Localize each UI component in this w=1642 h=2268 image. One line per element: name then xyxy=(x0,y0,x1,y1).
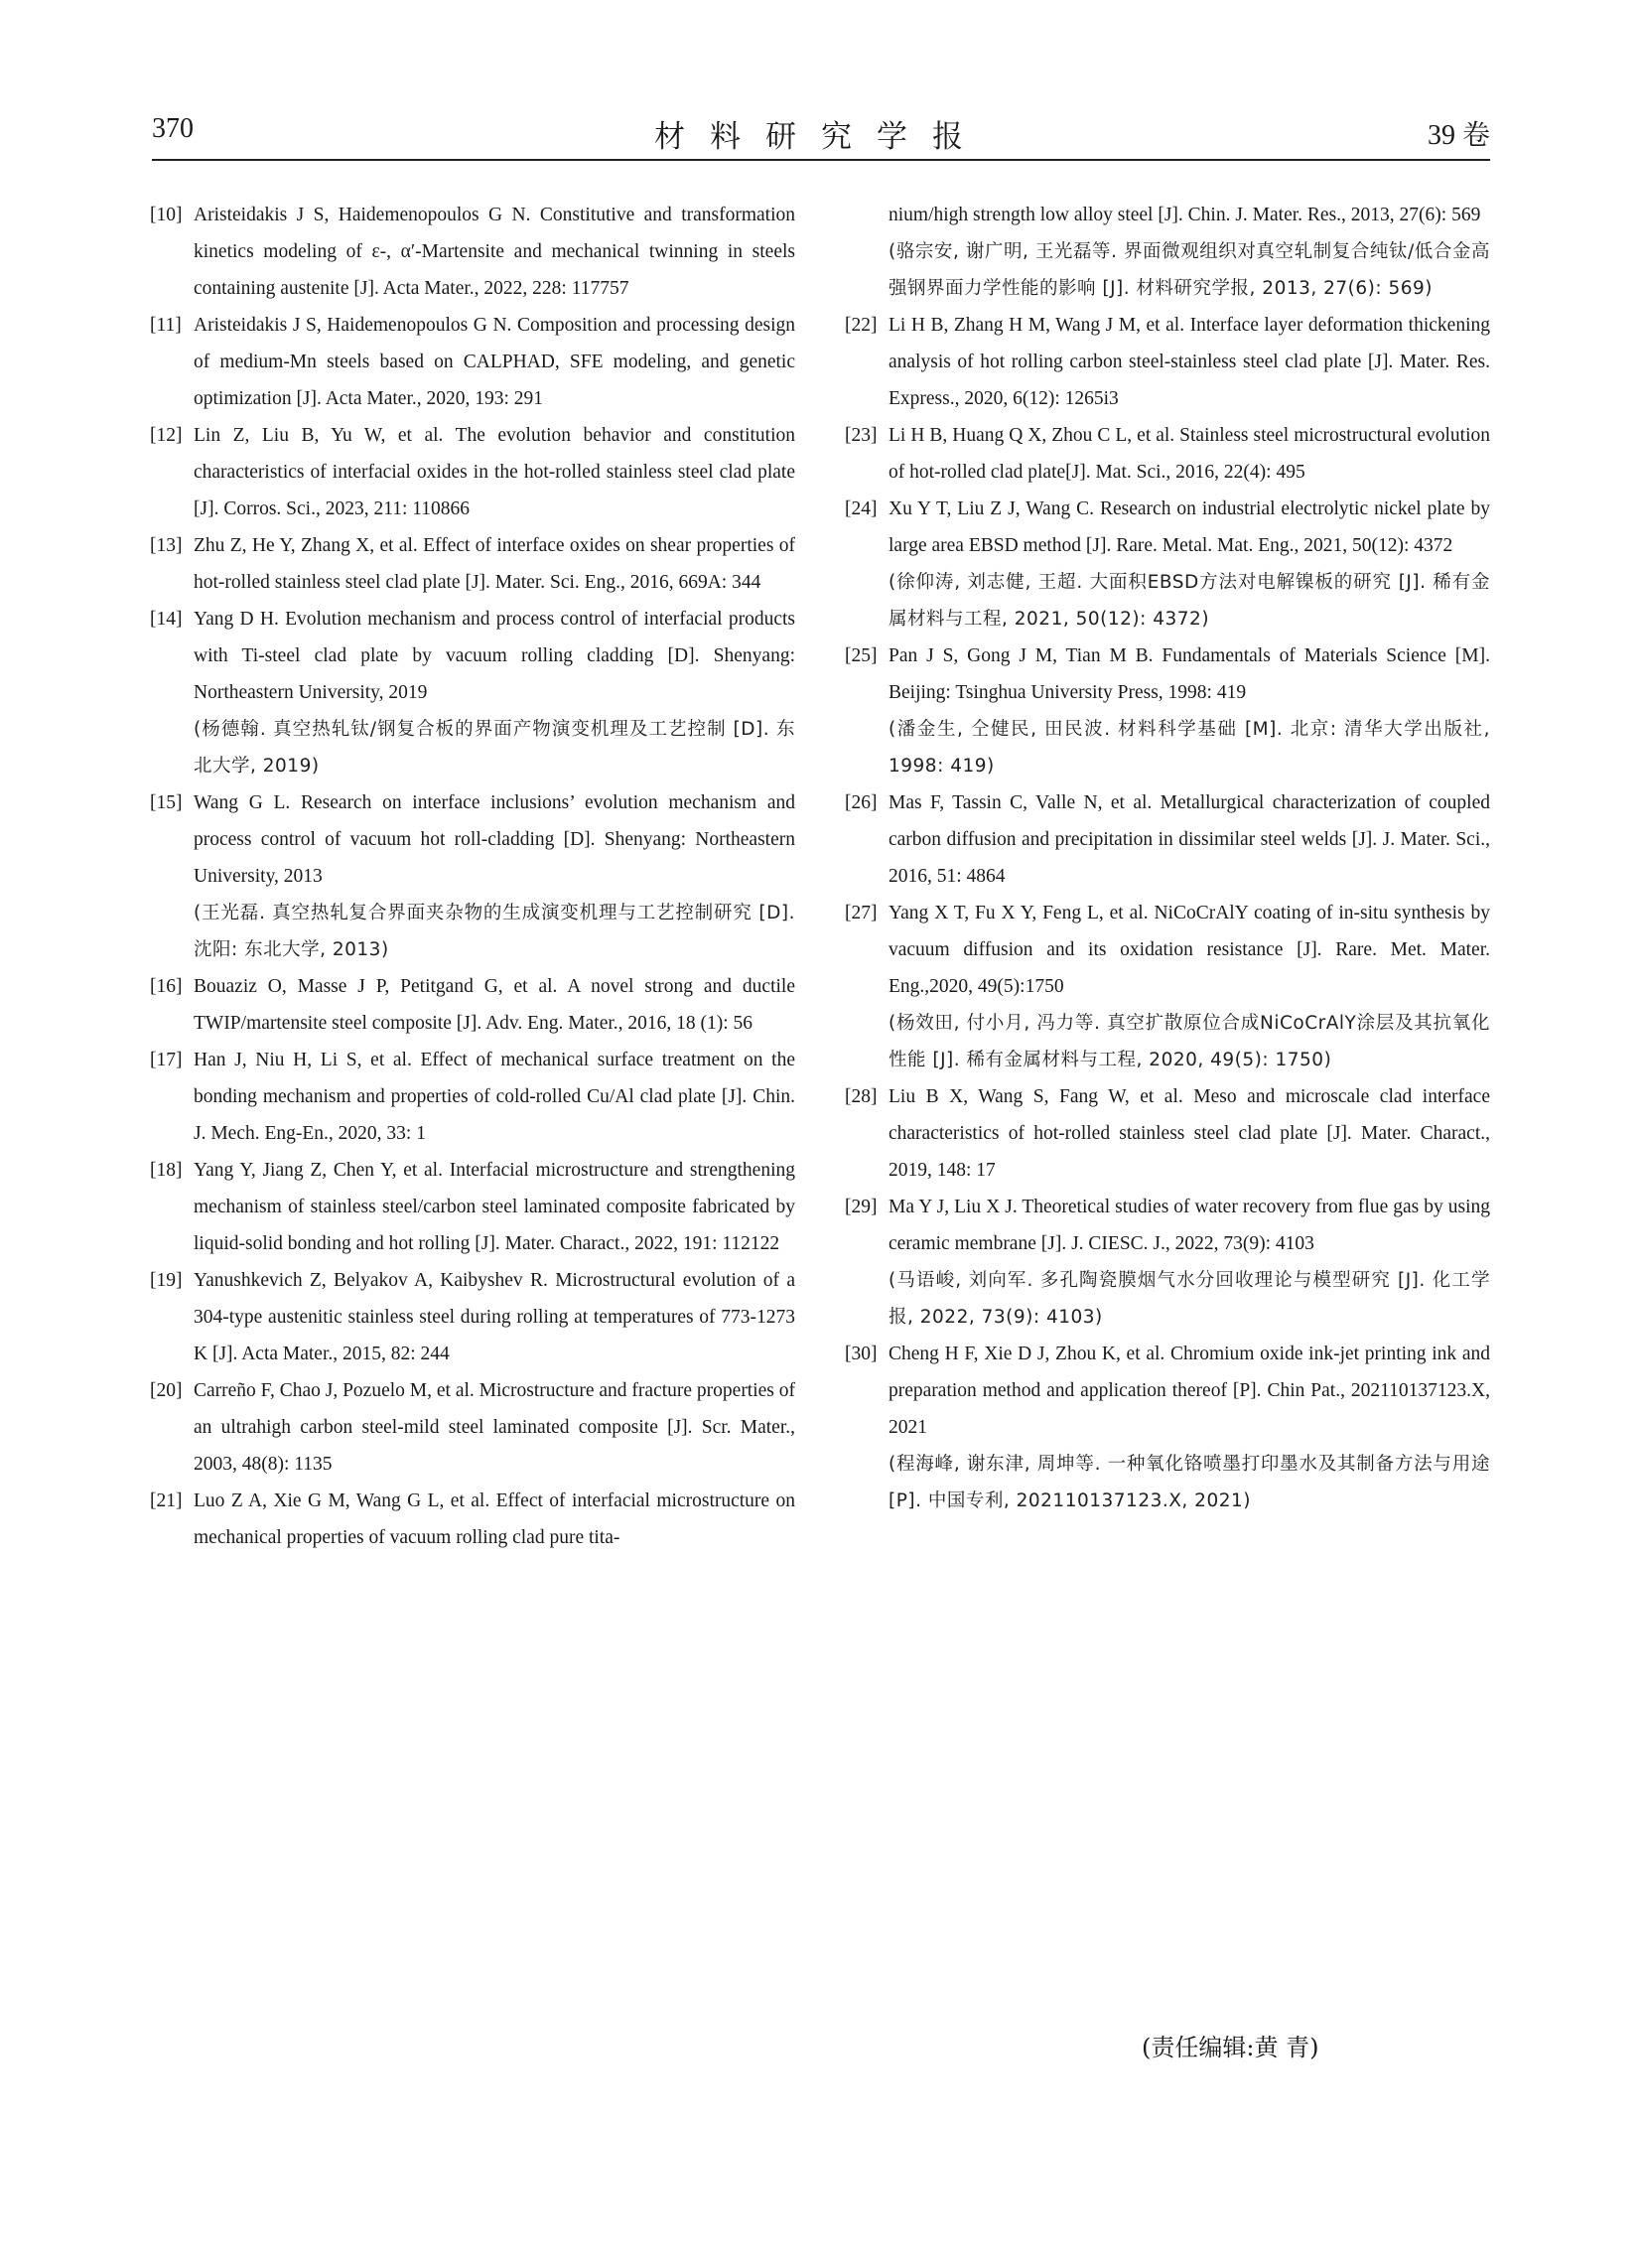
reference-number: [22] xyxy=(845,315,878,336)
reference-chinese-text: (杨德翰. 真空热轧钛/钢复合板的界面产物演变机理及工艺控制 [D]. 东北大学, 2019) xyxy=(194,719,795,777)
reference-text: Xu Y T, Liu Z J, Wang C. Research on industrial electrolytic nickel plate by large area EBSD method [J]. Rare. Metal. Mat. Eng., 2021, 50(12): 4372 xyxy=(889,498,1490,556)
reference-item xyxy=(152,968,795,1042)
reference-chinese-text: (杨效田, 付小月, 冯力等. 真空扩散原位合成NiCoCrAlY涂层及其抗氧化性能 [J]. 稀有金属材料与工程, 2020, 49(5): 1750) xyxy=(889,1013,1490,1070)
reference-number: [21] xyxy=(150,1490,183,1511)
page-number: 370 xyxy=(152,113,194,144)
reference-item xyxy=(152,1483,795,1556)
journal-title: 材料研究学报 xyxy=(654,119,988,155)
reference-text: Lin Z, Liu B, Yu W, et al. The evolution behavior and constitution characteristics of interfacial oxides in the hot-rolled stainless steel clad plate [J]. Corros. Sci., 2023, 211: 110866 xyxy=(194,425,795,519)
reference-number: [27] xyxy=(845,903,878,923)
reference-text: Ma Y J, Liu X J. Theoretical studies of water recovery from flue gas by using ceramic membrane [J]. J. CIESC. J., 2022, 73(9): 4103 xyxy=(889,1197,1490,1254)
references-left-column xyxy=(152,197,795,1556)
reference-item xyxy=(847,784,1490,895)
page-header xyxy=(152,107,1490,161)
reference-text: nium/high strength low alloy steel [J]. Chin. J. Mater. Res., 2013, 27(6): 569 xyxy=(889,205,1481,225)
reference-number: [30] xyxy=(845,1344,878,1364)
reference-text: Li H B, Zhang H M, Wang J M, et al. Interface layer deformation thickening analysis of hot rolling carbon steel-stainless steel clad plate [J]. Mater. Res. Express., 2020, 6(12): 1265i3 xyxy=(889,315,1490,409)
reference-number: [26] xyxy=(845,792,878,813)
reference-item xyxy=(152,527,795,601)
reference-item xyxy=(847,1078,1490,1189)
reference-item xyxy=(847,638,1490,784)
reference-number: [12] xyxy=(150,425,183,446)
reference-item xyxy=(152,1372,795,1483)
reference-text: Luo Z A, Xie G M, Wang G L, et al. Effect of interfacial microstructure on mechanical properties of vacuum rolling clad pure tita- xyxy=(194,1490,795,1548)
reference-text: Liu B X, Wang S, Fang W, et al. Meso and microscale clad interface characteristics of hot-rolled stainless steel clad plate [J]. Mater. Charact., 2019, 148: 17 xyxy=(889,1086,1490,1181)
reference-text: Cheng H F, Xie D J, Zhou K, et al. Chromium oxide ink-jet printing ink and preparation method and application thereof [P]. Chin Pat., 202110137123.X, 2021 xyxy=(889,1344,1490,1438)
reference-item xyxy=(152,307,795,417)
reference-text: Yang D H. Evolution mechanism and process control of interfacial products with Ti-steel clad plate by vacuum rolling cladding [D]. Shenyang: Northeastern University, 2019 xyxy=(194,609,795,703)
reference-number: [11] xyxy=(150,315,182,336)
reference-number: [17] xyxy=(150,1050,183,1070)
reference-text: Han J, Niu H, Li S, et al. Effect of mechanical surface treatment on the bonding mechanism and properties of cold-rolled Cu/Al clad plate [J]. Chin. J. Mech. Eng-En., 2020, 33: 1 xyxy=(194,1050,795,1144)
reference-text: Zhu Z, He Y, Zhang X, et al. Effect of interface oxides on shear properties of hot-rolled stainless steel clad plate [J]. Mater. Sci. Eng., 2016, 669A: 344 xyxy=(194,535,795,593)
reference-item xyxy=(847,1189,1490,1336)
reference-chinese-text: (骆宗安, 谢广明, 王光磊等. 界面微观组织对真空轧制复合纯钛/低合金高强钢界面力学性能的影响 [J]. 材料研究学报, 2013, 27(6): 569) xyxy=(889,241,1490,299)
reference-chinese-text: (潘金生, 仝健民, 田民波. 材料科学基础 [M]. 北京: 清华大学出版社, 1998: 419) xyxy=(889,719,1490,777)
reference-item xyxy=(847,895,1490,1078)
reference-number: [15] xyxy=(150,792,183,813)
reference-number: [25] xyxy=(845,645,878,666)
reference-continuation xyxy=(847,197,1490,307)
reference-text: Aristeidakis J S, Haidemenopoulos G N. Composition and processing design of medium-Mn steels based on CALPHAD, SFE modeling, and genetic optimization [J]. Acta Mater., 2020, 193: 291 xyxy=(194,315,795,409)
reference-text: Pan J S, Gong J M, Tian M B. Fundamentals of Materials Science [M]. Beijing: Tsinghua University Press, 1998: 419 xyxy=(889,645,1490,703)
reference-chinese-text: (王光磊. 真空热轧复合界面夹杂物的生成演变机理与工艺控制研究 [D]. 沈阳: 东北大学, 2013) xyxy=(194,903,795,960)
reference-number: [20] xyxy=(150,1380,183,1401)
reference-number: [16] xyxy=(150,976,183,997)
references-right-column xyxy=(847,197,1490,1519)
reference-number: [10] xyxy=(150,205,183,225)
reference-number: [13] xyxy=(150,535,183,556)
reference-number: [18] xyxy=(150,1160,183,1181)
reference-text: Wang G L. Research on interface inclusions’ evolution mechanism and process control of vacuum hot roll-cladding [D]. Shenyang: Northeastern University, 2013 xyxy=(194,792,795,887)
reference-text: Bouaziz O, Masse J P, Petitgand G, et al. A novel strong and ductile TWIP/martensite steel composite [J]. Adv. Eng. Mater., 2016, 18 (1): 56 xyxy=(194,976,795,1034)
reference-item xyxy=(152,601,795,784)
reference-text: Li H B, Huang Q X, Zhou C L, et al. Stainless steel microstructural evolution of hot-rolled clad plate[J]. Mat. Sci., 2016, 22(4): 495 xyxy=(889,425,1490,483)
reference-number: [23] xyxy=(845,425,878,446)
reference-item xyxy=(152,784,795,968)
reference-text: Carreño F, Chao J, Pozuelo M, et al. Microstructure and fracture properties of an ultrahigh carbon steel-mild steel laminated composite [J]. Scr. Mater., 2003, 48(8): 1135 xyxy=(194,1380,796,1475)
reference-item xyxy=(152,1042,795,1152)
reference-text: Yang Y, Jiang Z, Chen Y, et al. Interfacial microstructure and strengthening mechanism of stainless steel/carbon steel laminated composite fabricated by liquid-solid bonding and hot rolling [J]. Mater. Charact., 2022, 191: 112122 xyxy=(194,1160,795,1254)
reference-text: Yanushkevich Z, Belyakov A, Kaibyshev R. Microstructural evolution of a 304-type austenitic stainless steel during rolling at temperatures of 773-1273 K [J]. Acta Mater., 2015, 82: 244 xyxy=(194,1270,795,1364)
reference-chinese-text: (徐仰涛, 刘志健, 王超. 大面积EBSD方法对电解镍板的研究 [J]. 稀有金属材料与工程, 2021, 50(12): 4372) xyxy=(889,572,1490,630)
reference-number: [14] xyxy=(150,609,183,630)
reference-item xyxy=(152,1152,795,1262)
reference-number: [19] xyxy=(150,1270,183,1291)
editor-note: (责任编辑:黄 青) xyxy=(1142,2034,1319,2061)
reference-item xyxy=(847,491,1490,638)
reference-item xyxy=(152,1262,795,1372)
reference-chinese-text: (程海峰, 谢东津, 周坤等. 一种氧化铬喷墨打印墨水及其制备方法与用途 [P]. 中国专利, 202110137123.X, 2021) xyxy=(889,1454,1490,1511)
reference-number: [24] xyxy=(845,498,878,519)
reference-number: [29] xyxy=(845,1197,878,1217)
reference-item xyxy=(847,1336,1490,1519)
reference-chinese-text: (马语峻, 刘向军. 多孔陶瓷膜烟气水分回收理论与模型研究 [J]. 化工学报, 2022, 73(9): 4103) xyxy=(889,1270,1490,1328)
reference-text: Aristeidakis J S, Haidemenopoulos G N. Constitutive and transformation kinetics modeling of ε-, α′-Martensite and mechanical twinning in steels containing austenite [J]. Acta Mater., 2022, 228: 117757 xyxy=(194,205,795,299)
reference-item xyxy=(847,307,1490,417)
reference-item xyxy=(152,197,795,307)
reference-text: Yang X T, Fu X Y, Feng L, et al. NiCoCrAlY coating of in-situ synthesis by vacuum diffusion and its oxidation resistance [J]. Rare. Met. Mater. Eng.,2020, 49(5):1750 xyxy=(889,903,1490,997)
volume-label: 39 卷 xyxy=(1427,120,1490,151)
reference-item xyxy=(152,417,795,527)
reference-number: [28] xyxy=(845,1086,878,1107)
reference-text: Mas F, Tassin C, Valle N, et al. Metallurgical characterization of coupled carbon diffusion and precipitation in dissimilar steel welds [J]. J. Mater. Sci., 2016, 51: 4864 xyxy=(889,792,1490,887)
reference-item xyxy=(847,417,1490,491)
